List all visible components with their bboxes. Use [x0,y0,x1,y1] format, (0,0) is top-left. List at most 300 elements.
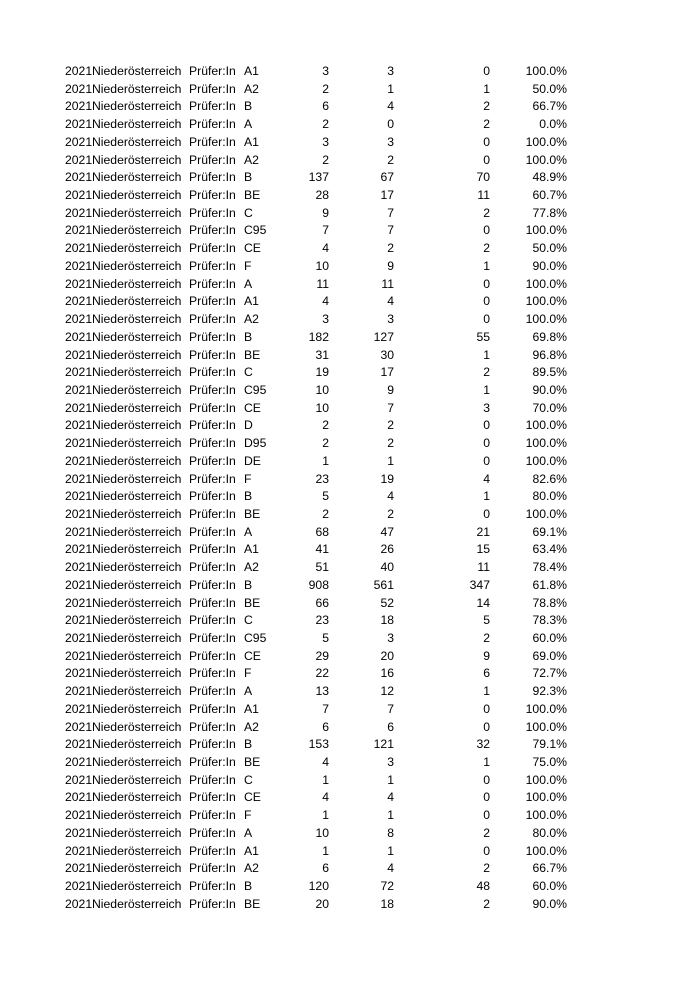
cell-failed: 9 [483,648,490,663]
cell-license-class: A2 [244,560,259,575]
cell-pass-rate: 60.7% [532,188,567,203]
cell-pass-rate: 80.0% [532,825,567,840]
cell-role: Prüfer:In [189,312,236,327]
cell-pass-rate: 100.0% [525,418,567,433]
cell-license-class: C [244,205,253,220]
table-row [0,772,700,790]
table-row [0,683,700,701]
cell-passed: 0 [387,117,394,132]
cell-role: Prüfer:In [189,701,236,716]
data-table [0,63,700,914]
table-row [0,222,700,240]
cell-region: Niederösterreich [92,560,182,575]
cell-failed: 0 [483,843,490,858]
cell-license-class: A2 [244,861,259,876]
cell-year: 2021 [65,64,93,78]
cell-total: 29 [315,648,329,663]
table-row [0,595,700,613]
cell-region: Niederösterreich [92,170,182,185]
cell-failed: 0 [483,223,490,238]
cell-failed: 2 [483,631,490,645]
cell-pass-rate: 78.3% [532,613,567,628]
cell-role: Prüfer:In [189,294,236,309]
cell-passed: 47 [380,524,394,539]
table-row [0,807,700,825]
cell-passed: 1 [387,772,394,787]
table-row [0,825,700,843]
cell-role: Prüfer:In [189,808,236,823]
cell-role: Prüfer:In [189,595,236,610]
cell-passed: 11 [381,276,394,291]
cell-failed: 2 [483,861,490,876]
cell-region: Niederösterreich [92,223,182,238]
cell-year: 2021 [65,382,93,397]
cell-license-class: D [244,418,253,433]
cell-pass-rate: 90.0% [532,382,567,397]
cell-region: Niederösterreich [92,577,182,592]
cell-total: 2 [322,506,329,521]
cell-region: Niederösterreich [92,542,182,557]
cell-license-class: A2 [244,719,259,734]
cell-pass-rate: 50.0% [532,81,567,96]
cell-license-class: B [244,489,253,504]
cell-region: Niederösterreich [92,418,182,433]
cell-year: 2021 [65,117,93,132]
cell-year: 2021 [65,347,93,362]
cell-role: Prüfer:In [189,329,236,344]
cell-passed: 19 [380,471,394,486]
cell-total: 41 [315,542,329,557]
cell-year: 2021 [65,790,93,805]
table-row [0,364,700,382]
cell-pass-rate: 63.4% [532,542,567,557]
cell-total: 23 [315,471,329,486]
cell-total: 10 [315,382,329,397]
cell-total: 6 [322,861,329,876]
cell-total: 2 [322,117,329,132]
cell-total: 28 [315,188,329,203]
cell-region: Niederösterreich [92,684,182,699]
table-row [0,382,700,400]
cell-pass-rate: 82.6% [532,471,567,486]
cell-region: Niederösterreich [92,772,182,787]
table-row [0,559,700,577]
cell-passed: 4 [387,790,394,805]
cell-license-class: A [244,825,253,840]
cell-region: Niederösterreich [92,365,182,380]
cell-region: Niederösterreich [92,489,182,504]
cell-total: 120 [308,879,329,894]
cell-total: 5 [322,489,329,504]
cell-region: Niederösterreich [92,329,182,344]
table-row [0,665,700,683]
cell-passed: 40 [380,560,394,575]
cell-pass-rate: 100.0% [525,772,567,787]
cell-year: 2021 [65,453,93,468]
cell-license-class: C95 [244,223,267,238]
cell-role: Prüfer:In [189,400,236,415]
table-row [0,205,700,223]
cell-year: 2021 [65,188,93,203]
cell-pass-rate: 89.5% [532,365,567,380]
cell-region: Niederösterreich [92,666,182,681]
cell-region: Niederösterreich [92,737,182,752]
cell-role: Prüfer:In [189,241,236,256]
cell-license-class: A1 [244,134,259,149]
cell-year: 2021 [65,471,93,486]
cell-passed: 9 [387,382,394,397]
cell-passed: 127 [373,329,394,344]
cell-license-class: CE [244,790,261,805]
cell-region: Niederösterreich [92,808,182,823]
cell-license-class: A2 [244,81,259,96]
cell-passed: 17 [380,365,394,380]
cell-total: 1 [322,772,329,787]
cell-role: Prüfer:In [189,276,236,291]
table-row [0,152,700,170]
cell-passed: 7 [387,205,394,220]
cell-year: 2021 [65,825,93,840]
cell-total: 4 [322,241,329,256]
cell-pass-rate: 75.0% [532,755,567,770]
cell-passed: 7 [387,223,394,238]
cell-license-class: C [244,772,253,787]
cell-passed: 4 [387,294,394,309]
cell-total: 9 [322,205,329,220]
cell-total: 4 [322,790,329,805]
cell-pass-rate: 100.0% [525,843,567,858]
cell-failed: 14 [476,595,490,610]
cell-license-class: DE [244,453,261,468]
cell-role: Prüfer:In [189,453,236,468]
cell-region: Niederösterreich [92,241,182,256]
cell-role: Prüfer:In [189,666,236,681]
table-row [0,878,700,896]
cell-year: 2021 [65,861,93,876]
cell-role: Prüfer:In [189,879,236,894]
cell-role: Prüfer:In [189,258,236,273]
cell-region: Niederösterreich [92,879,182,894]
cell-total: 7 [322,223,329,238]
cell-region: Niederösterreich [92,843,182,858]
cell-passed: 2 [387,506,394,521]
cell-license-class: BE [244,506,261,521]
cell-role: Prüfer:In [189,223,236,238]
cell-passed: 52 [380,595,394,610]
cell-failed: 1 [483,347,490,362]
cell-pass-rate: 100.0% [525,790,567,805]
cell-failed: 0 [483,506,490,521]
cell-region: Niederösterreich [92,453,182,468]
cell-year: 2021 [65,170,93,185]
cell-region: Niederösterreich [92,896,182,911]
cell-pass-rate: 78.8% [532,595,567,610]
cell-passed: 20 [380,648,394,663]
cell-passed: 16 [380,666,394,681]
cell-passed: 6 [387,719,394,734]
cell-total: 10 [315,258,329,273]
cell-failed: 55 [476,329,490,344]
cell-passed: 3 [387,134,394,149]
cell-failed: 21 [476,524,490,539]
cell-pass-rate: 72.7% [532,666,567,681]
cell-pass-rate: 66.7% [532,99,567,114]
cell-pass-rate: 100.0% [525,134,567,149]
cell-role: Prüfer:In [189,896,236,911]
cell-region: Niederösterreich [92,382,182,397]
cell-year: 2021 [65,489,93,504]
cell-region: Niederösterreich [92,205,182,220]
cell-pass-rate: 100.0% [525,223,567,238]
cell-year: 2021 [65,205,93,220]
cell-license-class: B [244,879,253,894]
cell-year: 2021 [65,312,93,327]
cell-total: 2 [322,418,329,433]
cell-pass-rate: 60.0% [532,879,567,894]
cell-pass-rate: 100.0% [525,312,567,327]
cell-failed: 70 [476,170,490,185]
cell-year: 2021 [65,896,93,911]
cell-failed: 2 [483,241,490,256]
cell-license-class: C95 [244,382,267,397]
cell-role: Prüfer:In [189,134,236,149]
cell-role: Prüfer:In [189,772,236,787]
cell-role: Prüfer:In [189,382,236,397]
cell-license-class: A [244,684,253,699]
cell-region: Niederösterreich [92,134,182,149]
cell-license-class: BE [244,347,261,362]
cell-total: 68 [315,524,329,539]
cell-region: Niederösterreich [92,825,182,840]
cell-failed: 0 [483,312,490,327]
cell-total: 137 [308,170,329,185]
cell-role: Prüfer:In [189,577,236,592]
cell-passed: 1 [387,81,394,96]
cell-total: 10 [315,825,329,840]
cell-region: Niederösterreich [92,471,182,486]
cell-total: 3 [322,134,329,149]
table-row [0,612,700,630]
cell-failed: 32 [476,737,490,752]
cell-year: 2021 [65,666,93,681]
table-row [0,736,700,754]
cell-license-class: A1 [244,542,259,557]
cell-region: Niederösterreich [92,400,182,415]
cell-license-class: A1 [244,701,259,716]
cell-role: Prüfer:In [189,418,236,433]
cell-total: 23 [315,613,329,628]
cell-pass-rate: 96.8% [532,347,567,362]
cell-license-class: F [244,471,252,486]
cell-failed: 0 [483,152,490,167]
cell-region: Niederösterreich [92,294,182,309]
cell-passed: 9 [387,258,394,273]
cell-total: 1 [322,808,329,823]
cell-role: Prüfer:In [189,631,236,645]
cell-year: 2021 [65,843,93,858]
cell-passed: 4 [387,489,394,504]
cell-role: Prüfer:In [189,436,236,451]
cell-failed: 0 [483,453,490,468]
cell-failed: 6 [483,666,490,681]
cell-year: 2021 [65,524,93,539]
cell-license-class: BE [244,755,261,770]
cell-passed: 18 [380,896,394,911]
cell-passed: 2 [387,152,394,167]
cell-region: Niederösterreich [92,613,182,628]
cell-year: 2021 [65,595,93,610]
cell-total: 22 [315,666,329,681]
cell-region: Niederösterreich [92,719,182,734]
cell-role: Prüfer:In [189,99,236,114]
cell-pass-rate: 79.1% [532,737,567,752]
cell-region: Niederösterreich [92,648,182,663]
cell-role: Prüfer:In [189,170,236,185]
cell-failed: 0 [483,790,490,805]
cell-role: Prüfer:In [189,365,236,380]
cell-year: 2021 [65,294,93,309]
cell-failed: 2 [483,205,490,220]
cell-pass-rate: 100.0% [525,701,567,716]
table-row [0,116,700,134]
table-row [0,648,700,666]
cell-license-class: CE [244,241,261,256]
cell-role: Prüfer:In [189,506,236,521]
cell-pass-rate: 50.0% [532,241,567,256]
cell-role: Prüfer:In [189,81,236,96]
table-row [0,843,700,861]
table-row [0,471,700,489]
cell-failed: 1 [483,684,490,699]
cell-license-class: A2 [244,152,259,167]
cell-year: 2021 [65,808,93,823]
cell-region: Niederösterreich [92,276,182,291]
cell-failed: 0 [483,134,490,149]
cell-failed: 48 [476,879,490,894]
table-row [0,506,700,524]
table-row [0,417,700,435]
cell-total: 4 [322,294,329,309]
table-row [0,134,700,152]
cell-failed: 0 [483,808,490,823]
cell-year: 2021 [65,542,93,557]
cell-license-class: CE [244,648,261,663]
cell-failed: 1 [483,489,490,504]
cell-total: 19 [315,365,329,380]
cell-region: Niederösterreich [92,861,182,876]
cell-pass-rate: 69.0% [532,648,567,663]
cell-license-class: A [244,117,253,132]
cell-passed: 3 [387,64,394,78]
cell-role: Prüfer:In [189,684,236,699]
cell-role: Prüfer:In [189,205,236,220]
cell-pass-rate: 92.3% [532,684,567,699]
cell-total: 6 [322,99,329,114]
cell-license-class: F [244,258,252,273]
cell-year: 2021 [65,772,93,787]
cell-role: Prüfer:In [189,843,236,858]
cell-total: 3 [322,64,329,78]
cell-total: 10 [315,400,329,415]
cell-role: Prüfer:In [189,719,236,734]
cell-total: 2 [322,152,329,167]
cell-year: 2021 [65,99,93,114]
cell-failed: 1 [483,258,490,273]
cell-failed: 0 [483,436,490,451]
table-row [0,169,700,187]
cell-pass-rate: 100.0% [525,152,567,167]
cell-passed: 561 [373,577,394,592]
cell-role: Prüfer:In [189,471,236,486]
cell-region: Niederösterreich [92,506,182,521]
cell-passed: 3 [387,631,394,645]
table-row [0,541,700,559]
cell-failed: 4 [483,471,490,486]
cell-pass-rate: 100.0% [525,276,567,291]
cell-passed: 7 [387,701,394,716]
cell-license-class: A2 [244,312,259,327]
cell-region: Niederösterreich [92,595,182,610]
cell-license-class: D95 [244,436,267,451]
cell-total: 908 [308,577,329,592]
cell-license-class: B [244,329,253,344]
table-row [0,789,700,807]
cell-region: Niederösterreich [92,436,182,451]
cell-region: Niederösterreich [92,524,182,539]
cell-passed: 1 [387,808,394,823]
cell-failed: 3 [483,400,490,415]
cell-license-class: BE [244,188,261,203]
cell-pass-rate: 77.8% [532,205,567,220]
table-row [0,311,700,329]
cell-pass-rate: 100.0% [525,506,567,521]
cell-region: Niederösterreich [92,790,182,805]
cell-role: Prüfer:In [189,188,236,203]
cell-year: 2021 [65,648,93,663]
cell-passed: 1 [387,453,394,468]
cell-region: Niederösterreich [92,755,182,770]
cell-role: Prüfer:In [189,117,236,132]
cell-failed: 2 [483,117,490,132]
cell-total: 1 [322,843,329,858]
cell-passed: 17 [380,188,394,203]
cell-year: 2021 [65,241,93,256]
cell-failed: 0 [483,294,490,309]
cell-pass-rate: 70.0% [532,400,567,415]
cell-year: 2021 [65,631,93,645]
cell-failed: 0 [483,772,490,787]
cell-license-class: B [244,99,253,114]
table-row [0,488,700,506]
cell-total: 2 [322,81,329,96]
cell-total: 51 [315,560,329,575]
table-row [0,329,700,347]
cell-license-class: A [244,276,253,291]
cell-year: 2021 [65,418,93,433]
table-row [0,701,700,719]
cell-year: 2021 [65,276,93,291]
table-row [0,347,700,365]
cell-total: 7 [322,701,329,716]
cell-year: 2021 [65,577,93,592]
cell-role: Prüfer:In [189,542,236,557]
cell-year: 2021 [65,684,93,699]
cell-passed: 3 [387,755,394,770]
cell-license-class: BE [244,896,261,911]
cell-license-class: BE [244,595,261,610]
cell-license-class: C95 [244,631,267,645]
cell-year: 2021 [65,81,93,96]
